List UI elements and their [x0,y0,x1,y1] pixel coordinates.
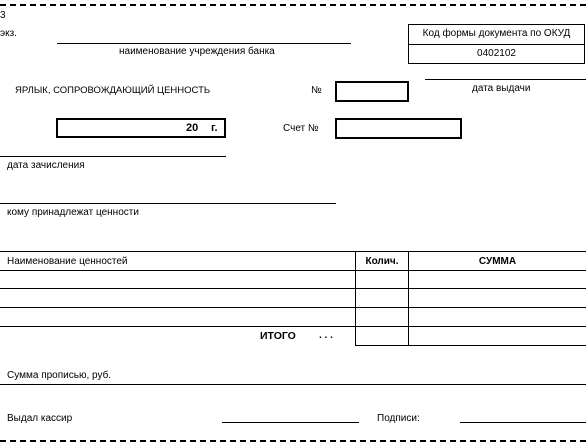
cashier-signature-line [222,422,359,423]
number-label: № [311,85,322,96]
crediting-date-line [0,156,226,157]
sum-in-words-line [0,384,586,385]
copy-number: 3 [0,10,6,21]
owner-caption: кому принадлежат ценности [7,207,139,218]
copy-label: экз. [0,28,17,39]
year-suffix: г. [211,122,218,134]
table-row-line [0,326,586,327]
tag-title: ЯРЛЫК, СОПРОВОЖДАЮЩИЙ ЦЕННОСТЬ [15,85,211,96]
signatures-line [460,422,586,423]
year-prefix: 20 [186,122,199,134]
total-label: ИТОГО [260,330,296,342]
table-row[interactable] [0,308,586,326]
okud-label: Код формы документа по ОКУД [422,28,571,39]
owner-line [0,203,336,204]
issue-date-line [425,79,586,80]
cashier-label: Выдал кассир [7,413,73,424]
okud-divider [409,44,584,45]
tag-number-field[interactable] [335,81,409,102]
bank-name-line [57,43,351,44]
signatures-label: Подписи: [377,413,420,424]
bottom-cut-line [0,440,586,442]
crediting-date-caption: дата зачисления [7,160,85,171]
sum-in-words-label: Сумма прописью, руб. [7,370,112,381]
header-qty: Колич. [365,256,399,267]
okud-box [408,24,585,64]
account-field[interactable] [335,118,462,139]
account-label: Счет № [283,123,319,134]
bank-name-caption: наименование учреждения банка [119,46,275,57]
date-field[interactable] [56,118,226,138]
table-top-line [0,251,586,252]
okud-code: 0402102 [477,48,516,59]
issue-date-caption: дата выдачи [472,83,531,94]
header-sum: СУММА [478,256,517,267]
top-cut-line [0,4,586,6]
table-row[interactable] [0,289,586,307]
total-dots: . . . [319,330,333,341]
table-row[interactable] [0,271,586,288]
total-bottom-line [356,345,586,346]
header-name: Наименование ценностей [7,256,128,267]
